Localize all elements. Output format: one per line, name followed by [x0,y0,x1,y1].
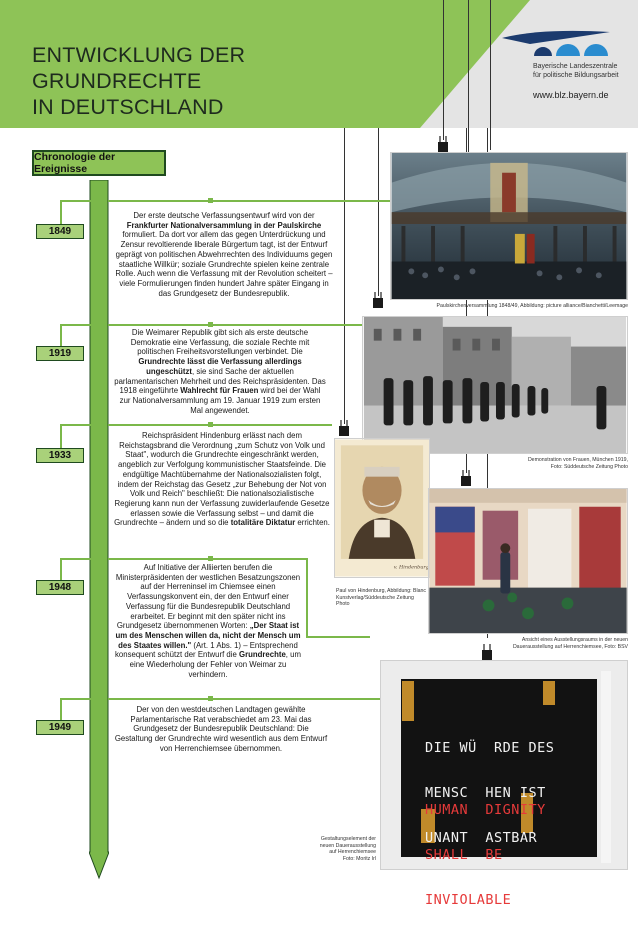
connector-line [108,324,362,326]
text-run: formuliert. Da dort vor allem das gegen Unterdrückung und Zensur revoltierende liberale Bürgertum tagt, ist der Entwurf geprägt von politischen Abwehrrechten des Individuums gegen staatliche Willkür; soziale Grundrechte spielen keine zentrale Rolle. Auch wenn die Verfassung mit der Revolution scheitert – viele Formulierungen finden hundert Jahre später Eingang in das Grundgesetz der Bundesrepublik. [115,230,333,298]
blz-logo-icon [500,28,612,64]
text-run-bold: totalitäre Diktatur [230,518,296,528]
text-run: , um eine Wiederholung der Fehler von Weimar zu verhindern. [129,650,301,679]
connector-dot [208,556,213,561]
binder-clip-icon [460,470,472,486]
connector-line [108,558,306,560]
text-run-bold: Wahlrecht für Frauen [180,386,259,396]
website-link[interactable]: www.blz.bayern.de [533,90,609,100]
connector-line [108,424,332,426]
wall-edge [601,671,611,863]
text-run: , sie sind Sache der aktuellen parlamentarischen Mehrheit und des Reichspräsidenten. Das 1918 eingeführte [114,366,326,396]
page-title [32,42,392,120]
artwork-line: DIE WÜ RDE DES [425,740,555,756]
caption-line: Foto: Moritz Irl [342,855,376,862]
caption-line: Foto: Süddeutsche Zeitung Photo [550,463,628,470]
connector-dot [208,198,213,203]
event-text-1849 [114,211,334,298]
caption-line: Photo [336,601,350,608]
connector-line [60,200,96,202]
year-badge [36,580,84,595]
year-badge [36,346,84,361]
binder-clip-icon [338,420,350,436]
text-run: Der erste deutsche Verfassungsentwurf wird von der [133,211,315,220]
event-text-1948 [114,563,302,679]
hanging-wire [490,0,491,150]
text-run-bold: Grundrechte [239,650,286,660]
binder-clip-icon [372,292,384,308]
logo-text [533,62,633,80]
text-run: errichten. [295,518,330,528]
text-run: Der von den westdeutschen Landtagen gewählte Parlamentarische Rat verabschiedet am 23. Mai das Grundgesetz der Bundesrepublik Deutschland: Die Gestaltung der Grundrechte wird wesentlich aus dem Entwurf von Herrenchiemsee übernommen. [114,705,328,753]
title-line-2: IN DEUTSCHLAND [32,95,224,119]
text-run: wird bei der Wahl zur Nationalversammlung am 19. Januar 1919 zum ersten Mal angewendet. [119,386,321,415]
connector-line [108,698,380,700]
text-run-bold: Frankfurter Nationalversammlung in der Paulskirche [126,220,322,230]
year-label: 1849 [48,226,72,237]
connector-dot [208,422,213,427]
tape-strip [543,681,555,705]
connector-line [306,636,370,638]
logo-text-line-1: Bayerische Landeszentrale [533,63,618,70]
hindenburg-portrait [334,438,430,578]
timeline-arrow [89,180,109,880]
logo-text-line-2: für politische Bildungsarbeit [533,72,619,79]
year-badge [36,224,84,239]
year-label: 1933 [48,450,72,461]
text-run: Reichspräsident Hindenburg erlässt nach dem Reichstagsbrand die Verordnung „zum Schutz von Volk und Staat", wodurch die Grundrechte eingeschränkt werden, angeblich zur Verfolgung kommunistischer Staatsfeinde. Die endgültige Machtübernahme der Nationalsozialisten folgt, indem der Reichstag das Gesetz „zur Behebung der Not von Volk und Reich" beschließt: Die nationalsozialistische Regierung kann nun der Verfassung zuwiderlaufende Gesetze erlassen sowie die Verfassung selbst – und damit die Grundrechte – ändern und so die [114,431,330,528]
connector-line [60,558,96,560]
paulskirche-painting [390,152,628,300]
year-label: 1948 [48,582,72,593]
chronology-heading [32,150,166,176]
connector-line [306,558,308,636]
artwork-line: SHALL BE [425,847,503,863]
year-badge [36,448,84,463]
caption-paulskirche: Paulskirchenversammlung 1848/49, Abbildung: picture alliance/Bianchetti/Leemage [436,303,628,309]
text-run-bold: Grundrechte lässt die Verfassung allerdings ungeschützt [138,357,302,376]
hanging-wire [378,128,379,296]
event-text-1919 [114,328,326,415]
year-badge [36,720,84,735]
hanging-wire [468,0,469,160]
connector-line [60,324,96,326]
tape-strip [402,681,414,721]
text-run: (Art. 1 Abs. 1) – Entsprechend konsequent schützt der Entwurf die [115,640,298,660]
connector-line [60,698,62,720]
artwork-line: HUMAN DIGNITY [425,802,546,818]
women-demonstration-photo [362,316,628,454]
exhibition-room-photo [428,488,628,634]
caption-line: Gestaltungselement der [320,836,376,842]
dignity-artwork-photo [380,660,628,908]
caption-line: Demonstration von Frauen, München 1919, [527,457,628,463]
binder-clip-icon [437,136,449,152]
title-line-1: ENTWICKLUNG DER GRUNDRECHTE [32,43,246,93]
artwork-line: UNANT ASTBAR [425,830,538,846]
caption-artwork [300,836,376,862]
caption-line: Kunstverlag/Süddeutsche Zeitung [336,594,414,601]
caption-demonstration [478,457,628,470]
connector-dot [208,322,213,327]
artwork-line: INVIOLABLE [425,892,512,908]
caption-hindenburg [336,588,432,608]
event-text-1949 [114,705,328,754]
caption-line: neuen Dauerausstellung [319,842,376,849]
caption-line: Dauerausstellung auf Herrenchiemsee, Foto: BSV [512,643,628,650]
artwork-line: MENSC HEN IST [425,785,546,801]
connector-line [60,558,62,580]
connector-dot [208,696,213,701]
hanging-wire [443,0,444,140]
text-run: Die Weimarer Republik gibt sich als erste deutsche Demokratie eine Verfassung, die soziale Rechte mit politischen Freiheitsvorstellungen verbindet. Die [130,328,310,357]
portrait-signature: v. Hindenburg [393,564,429,571]
binder-clip-icon [481,644,493,660]
text-run: Auf Initiative der Alliierten berufen die Ministerpräsidenten der westlichen Besatzungszonen auf der Herreninsel im Chiemsee einen Verfassungskonvent ein, der den Entwurf einer Verfassung für die Bundesrepublik Deutschland erarbeitet. Er beginnt mit den später nicht ins Grundgesetz übernommenen Worten: [115,563,301,631]
text-run-bold: „Der Staat ist um des Menschen willen da, nicht der Mensch um des Staates willen." [115,621,301,650]
caption-line: Ansicht eines Ausstellungsraums in der neuen [521,637,628,643]
connector-line [60,200,62,224]
hanging-wire [344,128,345,424]
year-label: 1919 [48,348,72,359]
connector-line [108,200,390,202]
year-label: 1949 [48,722,72,733]
caption-line: Paul von Hindenburg, Abbildung: Blanc [336,588,426,594]
connector-line [60,324,62,346]
caption-line: auf Herrenchiemsee [329,849,376,856]
connector-line [60,424,62,448]
chronology-heading-text: Chronologie der Ereignisse [34,151,116,175]
event-text-1933 [114,431,330,528]
artwork-english-text [425,773,546,938]
connector-line [60,424,96,426]
connector-line [60,698,96,700]
